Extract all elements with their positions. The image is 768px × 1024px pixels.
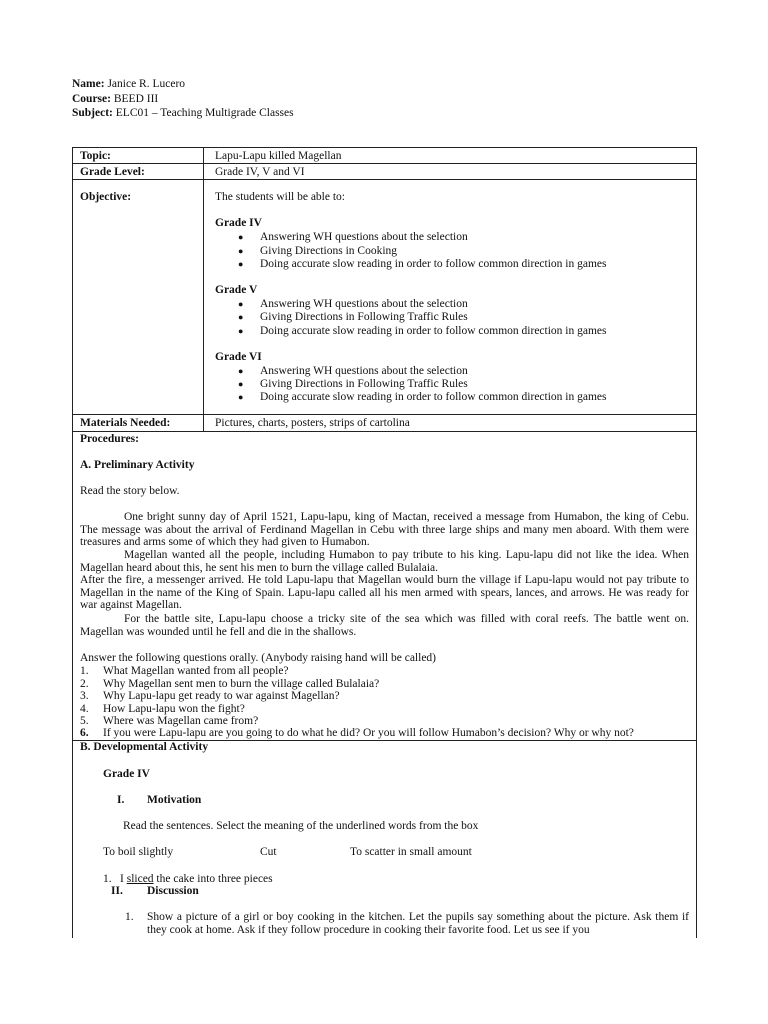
course-line: [72, 92, 158, 107]
question-text: Why Magellan sent men to burn the village called Bulalaia?: [103, 678, 380, 690]
motivation-number: I.: [117, 794, 125, 806]
story-paragraph: For the battle site, Lapu-lapu choose a tricky site of the sea which was filled with coral reefs. The battle went on. Magellan was wounded until he fell and die in the shallows.: [80, 613, 689, 638]
question-number: 6.: [80, 727, 89, 739]
subject-value: ELC01 – Teaching Multigrade Classes: [115, 107, 294, 119]
choice-item: Cut: [260, 846, 277, 858]
objective-item: Answering WH questions about the selection: [260, 365, 468, 377]
story-paragraph: Magellan wanted all the people, including Humabon to pay tribute to his king. Lapu-lapu did not like the idea. When Magellan heard about this, he sent his men to burn the village called Bulalaia.: [80, 549, 689, 574]
name-value: Janice R. Lucero: [107, 78, 186, 90]
objective-intro: The students will be able to:: [215, 191, 345, 203]
objective-item: Giving Directions in Cooking: [260, 245, 398, 257]
bullet-icon: ●: [238, 246, 244, 256]
grade-level-label: Grade Level:: [80, 166, 145, 178]
question-text: Why Lapu-lapu get ready to war against Magellan?: [103, 690, 340, 702]
course-label: Course:: [72, 93, 111, 105]
topic-label: Topic:: [80, 150, 111, 162]
objective-label: Objective:: [80, 191, 132, 203]
question-number: 1.: [80, 665, 89, 677]
column-divider: [203, 148, 204, 431]
underlined-word: sliced: [126, 873, 154, 885]
bullet-icon: ●: [238, 299, 244, 309]
bullet-icon: ●: [238, 259, 244, 269]
question-text: If you were Lapu-lapu are you going to do what he did? Or you will follow Humabon’s decision? Why or why not?: [103, 727, 634, 739]
question-text: Where was Magellan came from?: [103, 715, 259, 727]
question-number: 3.: [80, 690, 89, 702]
row-divider: [73, 179, 696, 180]
bullet-icon: ●: [238, 379, 244, 389]
discussion-heading: Discussion: [147, 885, 199, 897]
read-story-instruction: Read the story below.: [80, 485, 180, 497]
topic-value: Lapu-Lapu killed Magellan: [215, 150, 342, 162]
lesson-plan-table: [72, 147, 697, 938]
story-paragraph: One bright sunny day of April 1521, Lapu-lapu, king of Mactan, received a message from Humabon, the king of Cebu. The message was about the arrival of Ferdinand Magellan in Cebu with three large ships and many men aboard. With them were treasures and arms some of which they had given to Humabon.: [80, 511, 689, 549]
discussion-item-text: Show a picture of a girl or boy cooking in the kitchen. Let the pupils say something about the picture. Ask them if they cook at home. Ask if they follow procedure in cooking their favorite food. Let us see if you: [147, 911, 689, 936]
bullet-icon: ●: [238, 232, 244, 242]
bullet-icon: ●: [238, 392, 244, 402]
grade-vi-heading: Grade VI: [215, 351, 262, 363]
row-divider: [73, 414, 696, 415]
row-divider: [73, 163, 696, 164]
objective-item: Doing accurate slow reading in order to follow common direction in games: [260, 258, 607, 270]
dev-grade-heading: Grade IV: [103, 768, 150, 780]
bullet-icon: ●: [238, 312, 244, 322]
motivation-heading: Motivation: [147, 794, 202, 806]
discussion-number: II.: [111, 885, 123, 897]
question-number: 5.: [80, 715, 89, 727]
grade-iv-heading: Grade IV: [215, 217, 262, 229]
name-line: [72, 77, 185, 92]
sentence-post: the cake into three pieces: [153, 873, 273, 885]
question-number: 4.: [80, 703, 89, 715]
objective-item: Giving Directions in Following Traffic Rules: [260, 311, 468, 323]
preliminary-activity-heading: A. Preliminary Activity: [80, 459, 195, 471]
materials-label: Materials Needed:: [80, 417, 171, 429]
question-number: 2.: [80, 678, 89, 690]
choice-item: To scatter in small amount: [350, 846, 472, 858]
discussion-item-number: 1.: [125, 911, 134, 923]
grade-v-heading: Grade V: [215, 284, 258, 296]
objective-item: Answering WH questions about the selection: [260, 298, 468, 310]
row-divider: [73, 431, 696, 432]
developmental-activity-heading: B. Developmental Activity: [80, 741, 209, 753]
questions-intro: Answer the following questions orally. (Anybody raising hand will be called): [80, 652, 437, 664]
bullet-icon: ●: [238, 366, 244, 376]
question-text: What Magellan wanted from all people?: [103, 665, 289, 677]
materials-value: Pictures, charts, posters, strips of cartolina: [215, 417, 410, 429]
sentence-pre: I: [120, 873, 127, 885]
objective-item: Giving Directions in Following Traffic Rules: [260, 378, 468, 390]
subject-line: [72, 106, 294, 121]
question-text: How Lapu-lapu won the fight?: [103, 703, 245, 715]
objective-item: Doing accurate slow reading in order to follow common direction in games: [260, 391, 607, 403]
objective-item: Answering WH questions about the selection: [260, 231, 468, 243]
sentence-number: 1.: [103, 873, 112, 885]
choice-item: To boil slightly: [103, 846, 174, 858]
procedures-label: Procedures:: [80, 433, 139, 445]
subject-label: Subject:: [72, 107, 113, 119]
story-paragraph: After the fire, a messenger arrived. He told Lapu-lapu that Magellan would burn the village if Lapu-lapu would not pay tribute to Magellan in the name of the King of Spain. Lapu-lapu called all his men armed with spears, lances, and arrows. He was ready for war against Magellan.: [80, 574, 689, 612]
grade-level-value: Grade IV, V and VI: [215, 166, 305, 178]
motivation-instruction: Read the sentences. Select the meaning of the underlined words from the box: [123, 820, 479, 832]
bullet-icon: ●: [238, 326, 244, 336]
course-value: BEED III: [113, 93, 159, 105]
objective-item: Doing accurate slow reading in order to follow common direction in games: [260, 325, 607, 337]
name-label: Name:: [72, 78, 105, 90]
